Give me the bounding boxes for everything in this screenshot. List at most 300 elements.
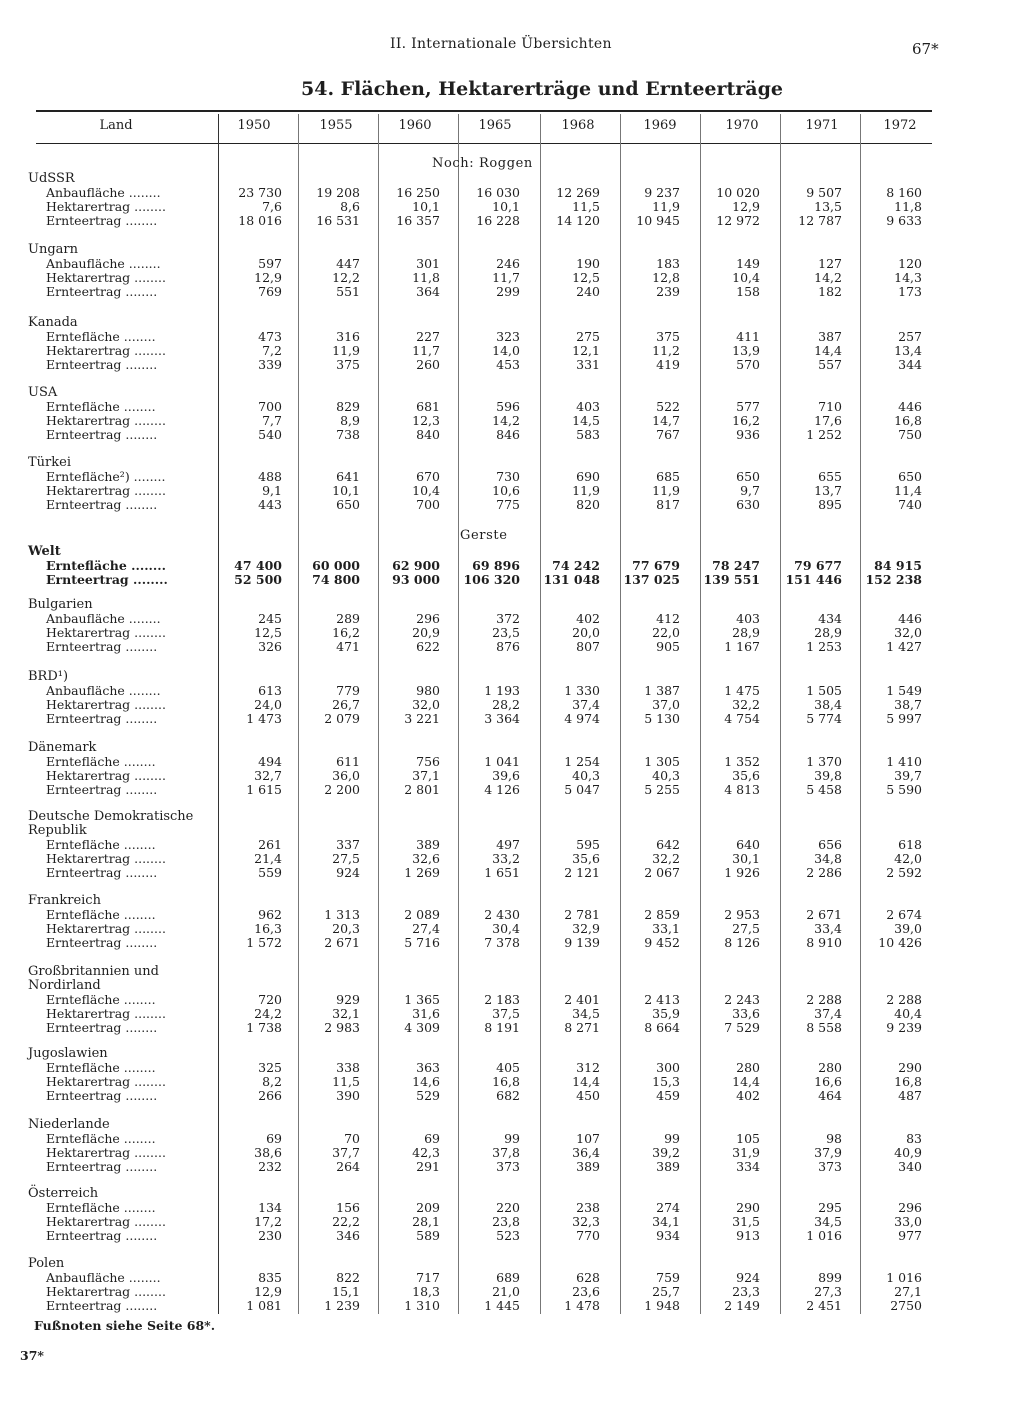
table-cell: 559 bbox=[258, 865, 282, 880]
table-cell: 10 020 bbox=[716, 185, 760, 200]
table-cell: 980 bbox=[416, 683, 440, 698]
table-cell: 120 bbox=[898, 256, 922, 271]
table-cell: 127 bbox=[818, 256, 842, 271]
table-cell: 152 238 bbox=[865, 572, 922, 587]
row-label bbox=[46, 852, 214, 866]
table-cell: 79 677 bbox=[794, 558, 842, 573]
table-cell: 23 730 bbox=[238, 185, 282, 200]
table-cell: 389 bbox=[576, 1159, 600, 1174]
row-label-text: Hektarertrag bbox=[46, 768, 131, 783]
table-cell: 37,4 bbox=[572, 697, 600, 712]
table-cell: 33,6 bbox=[732, 1006, 760, 1021]
year-column-header: 1968 bbox=[561, 118, 595, 133]
table-cell: 2 671 bbox=[806, 907, 842, 922]
row-label-text: Ernteertrag bbox=[46, 427, 122, 442]
row-label-text: Hektarertrag bbox=[46, 1214, 131, 1229]
table-cell: 16 357 bbox=[396, 213, 440, 228]
country-name: Jugoslawien bbox=[28, 1046, 108, 1061]
table-cell: 9 507 bbox=[806, 185, 842, 200]
table-cell: 22,2 bbox=[332, 1214, 360, 1229]
table-cell: 494 bbox=[258, 754, 282, 769]
table-cell: 22,0 bbox=[652, 625, 680, 640]
table-cell: 14,0 bbox=[492, 343, 520, 358]
table-cell: 209 bbox=[416, 1200, 440, 1215]
leader-dots: ........ bbox=[119, 754, 156, 769]
table-cell: 240 bbox=[576, 284, 600, 299]
table-cell: 551 bbox=[336, 284, 360, 299]
leader-dots: ........ bbox=[121, 711, 158, 726]
table-cell: 24,2 bbox=[254, 1006, 282, 1021]
table-cell: 30,4 bbox=[492, 921, 520, 936]
leader-dots: ........ bbox=[121, 1159, 158, 1174]
table-cell: 5 716 bbox=[404, 935, 440, 950]
table-cell: 1 505 bbox=[806, 683, 842, 698]
table-cell: 35,6 bbox=[732, 768, 760, 783]
table-cell: 8 126 bbox=[724, 935, 760, 950]
leader-dots: ........ bbox=[121, 213, 158, 228]
table-cell: 640 bbox=[736, 837, 760, 852]
table-cell: 710 bbox=[818, 399, 842, 414]
leader-dots: ........ bbox=[119, 399, 156, 414]
row-label bbox=[46, 484, 214, 498]
table-cell: 700 bbox=[416, 497, 440, 512]
table-cell: 924 bbox=[336, 865, 360, 880]
row-label bbox=[46, 1061, 214, 1075]
table-cell: 74 242 bbox=[552, 558, 600, 573]
table-cell: 412 bbox=[656, 611, 680, 626]
table-cell: 280 bbox=[736, 1060, 760, 1075]
country-name: Dänemark bbox=[28, 740, 97, 755]
table-cell: 613 bbox=[258, 683, 282, 698]
table-cell: 98 bbox=[826, 1131, 842, 1146]
table-cell: 3 221 bbox=[404, 711, 440, 726]
row-label bbox=[46, 712, 214, 726]
table-cell: 232 bbox=[258, 1159, 282, 1174]
year-column-header: 1972 bbox=[883, 118, 917, 133]
table-cell: 40,3 bbox=[572, 768, 600, 783]
leader-dots: ........ bbox=[121, 1020, 158, 1035]
country-name: Kanada bbox=[28, 315, 78, 330]
leader-dots: ........ bbox=[130, 413, 166, 428]
table-cell: 822 bbox=[336, 1270, 360, 1285]
table-cell: 14,7 bbox=[652, 413, 680, 428]
table-cell: 69 bbox=[266, 1131, 282, 1146]
table-cell: 650 bbox=[898, 469, 922, 484]
table-cell: 2 401 bbox=[564, 992, 600, 1007]
table-cell: 540 bbox=[258, 427, 282, 442]
row-label bbox=[46, 414, 214, 428]
table-cell: 770 bbox=[576, 1228, 600, 1243]
table-cell: 16 250 bbox=[396, 185, 440, 200]
table-cell: 5 997 bbox=[886, 711, 922, 726]
table-cell: 1 473 bbox=[246, 711, 282, 726]
leader-dots: ........ bbox=[130, 199, 166, 214]
table-cell: 2 286 bbox=[806, 865, 842, 880]
table-cell: 316 bbox=[336, 329, 360, 344]
table-cell: 21,0 bbox=[492, 1284, 520, 1299]
table-cell: 39,0 bbox=[894, 921, 922, 936]
table-cell: 15,1 bbox=[332, 1284, 360, 1299]
table-cell: 597 bbox=[258, 256, 282, 271]
table-cell: 227 bbox=[416, 329, 440, 344]
table-cell: 14,4 bbox=[814, 343, 842, 358]
year-column-header: 1971 bbox=[805, 118, 839, 133]
table-cell: 8 910 bbox=[806, 935, 842, 950]
table-cell: 27,3 bbox=[814, 1284, 842, 1299]
leader-dots: ........ bbox=[124, 185, 161, 200]
row-label-text: Ernteertrag bbox=[46, 711, 122, 726]
country-name: Welt bbox=[28, 544, 61, 559]
table-cell: 296 bbox=[898, 1200, 922, 1215]
row-label-text: Erntefläche bbox=[46, 907, 120, 922]
table-cell: 899 bbox=[818, 1270, 842, 1285]
table-cell: 11,8 bbox=[412, 270, 440, 285]
table-cell: 447 bbox=[336, 256, 360, 271]
table-cell: 339 bbox=[258, 357, 282, 372]
table-cell: 459 bbox=[656, 1088, 680, 1103]
leader-dots: ........ bbox=[129, 469, 166, 484]
table-cell: 16,6 bbox=[814, 1074, 842, 1089]
row-label bbox=[46, 573, 214, 587]
table-title: 54. Flächen, Hektarerträge und Ernteerträge bbox=[301, 78, 783, 100]
table-cell: 40,4 bbox=[894, 1006, 922, 1021]
table-cell: 14,2 bbox=[492, 413, 520, 428]
table-cell: 60 000 bbox=[312, 558, 360, 573]
row-label bbox=[46, 993, 214, 1007]
row-label bbox=[46, 908, 214, 922]
table-cell: 1 475 bbox=[724, 683, 760, 698]
table-cell: 681 bbox=[416, 399, 440, 414]
leader-dots: ........ bbox=[130, 270, 166, 285]
row-label-text: Erntefläche bbox=[46, 837, 120, 852]
table-cell: 260 bbox=[416, 357, 440, 372]
table-cell: 12,5 bbox=[254, 625, 282, 640]
table-cell: 37,1 bbox=[412, 768, 440, 783]
table-cell: 641 bbox=[336, 469, 360, 484]
table-cell: 487 bbox=[898, 1088, 922, 1103]
table-cell: 34,5 bbox=[572, 1006, 600, 1021]
table-cell: 375 bbox=[656, 329, 680, 344]
table-cell: 257 bbox=[898, 329, 922, 344]
leader-dots: ........ bbox=[130, 625, 166, 640]
table-cell: 266 bbox=[258, 1088, 282, 1103]
table-cell: 2 953 bbox=[724, 907, 760, 922]
table-cell: 685 bbox=[656, 469, 680, 484]
row-label-text: Erntefläche bbox=[46, 992, 120, 1007]
table-cell: 2 413 bbox=[644, 992, 680, 1007]
table-cell: 33,4 bbox=[814, 921, 842, 936]
table-cell: 1 239 bbox=[324, 1298, 360, 1313]
row-label-text: Hektarertrag bbox=[46, 413, 131, 428]
table-cell: 9 139 bbox=[564, 935, 600, 950]
table-cell: 11,9 bbox=[652, 483, 680, 498]
table-cell: 325 bbox=[258, 1060, 282, 1075]
row-label bbox=[46, 1160, 214, 1174]
row-label-text: Hektarertrag bbox=[46, 921, 131, 936]
table-cell: 595 bbox=[576, 837, 600, 852]
header-rule-top bbox=[36, 110, 932, 112]
table-cell: 7 529 bbox=[724, 1020, 760, 1035]
table-cell: 419 bbox=[656, 357, 680, 372]
table-cell: 1 167 bbox=[724, 639, 760, 654]
table-cell: 38,4 bbox=[814, 697, 842, 712]
table-cell: 275 bbox=[576, 329, 600, 344]
table-cell: 300 bbox=[656, 1060, 680, 1075]
table-cell: 453 bbox=[496, 357, 520, 372]
table-cell: 690 bbox=[576, 469, 600, 484]
table-cell: 913 bbox=[736, 1228, 760, 1243]
page-number: 67* bbox=[912, 40, 939, 58]
table-cell: 446 bbox=[898, 611, 922, 626]
table-cell: 924 bbox=[736, 1270, 760, 1285]
table-cell: 14,4 bbox=[732, 1074, 760, 1089]
table-cell: 373 bbox=[496, 1159, 520, 1174]
table-cell: 2 288 bbox=[886, 992, 922, 1007]
table-cell: 15,3 bbox=[652, 1074, 680, 1089]
row-label-text: Ernteertrag bbox=[46, 284, 122, 299]
table-cell: 16,8 bbox=[894, 1074, 922, 1089]
table-cell: 18 016 bbox=[238, 213, 282, 228]
section-heading: Gerste bbox=[460, 528, 508, 543]
table-cell: 471 bbox=[336, 639, 360, 654]
table-cell: 34,5 bbox=[814, 1214, 842, 1229]
table-cell: 7 378 bbox=[484, 935, 520, 950]
table-cell: 905 bbox=[656, 639, 680, 654]
row-label-text: Hektarertrag bbox=[46, 697, 131, 712]
table-cell: 239 bbox=[656, 284, 680, 299]
row-label bbox=[46, 470, 214, 484]
table-cell: 12 269 bbox=[556, 185, 600, 200]
row-label-text: Erntefläche bbox=[46, 1200, 120, 1215]
table-cell: 4 813 bbox=[724, 782, 760, 797]
table-cell: 289 bbox=[336, 611, 360, 626]
table-cell: 364 bbox=[416, 284, 440, 299]
table-cell: 5 130 bbox=[644, 711, 680, 726]
table-cell: 70 bbox=[344, 1131, 360, 1146]
table-cell: 443 bbox=[258, 497, 282, 512]
table-cell: 10,6 bbox=[492, 483, 520, 498]
table-cell: 131 048 bbox=[543, 572, 600, 587]
row-label bbox=[46, 200, 214, 214]
table-cell: 14,6 bbox=[412, 1074, 440, 1089]
table-cell: 16,3 bbox=[254, 921, 282, 936]
table-cell: 2 592 bbox=[886, 865, 922, 880]
table-cell: 36,0 bbox=[332, 768, 360, 783]
country-name: UdSSR bbox=[28, 171, 75, 186]
row-label-text: Ernteertrag bbox=[46, 1298, 122, 1313]
table-cell: 2 859 bbox=[644, 907, 680, 922]
table-cell: 32,0 bbox=[412, 697, 440, 712]
table-cell: 720 bbox=[258, 992, 282, 1007]
table-cell: 738 bbox=[336, 427, 360, 442]
table-cell: 38,6 bbox=[254, 1145, 282, 1160]
table-cell: 1 330 bbox=[564, 683, 600, 698]
table-cell: 13,9 bbox=[732, 343, 760, 358]
table-cell: 403 bbox=[576, 399, 600, 414]
table-cell: 36,4 bbox=[572, 1145, 600, 1160]
table-cell: 497 bbox=[496, 837, 520, 852]
row-label bbox=[46, 922, 214, 936]
table-cell: 775 bbox=[496, 497, 520, 512]
table-cell: 62 900 bbox=[392, 558, 440, 573]
table-cell: 40,3 bbox=[652, 768, 680, 783]
table-cell: 1 651 bbox=[484, 865, 520, 880]
table-cell: 16,8 bbox=[492, 1074, 520, 1089]
table-cell: 14,5 bbox=[572, 413, 600, 428]
table-cell: 8,2 bbox=[262, 1074, 282, 1089]
table-cell: 16 030 bbox=[476, 185, 520, 200]
table-cell: 156 bbox=[336, 1200, 360, 1215]
row-label-text: Erntefläche bbox=[46, 1060, 120, 1075]
row-label-text: Anbaufläche bbox=[46, 1270, 125, 1285]
row-label bbox=[46, 498, 214, 512]
row-label bbox=[46, 428, 214, 442]
row-label-text: Erntefläche bbox=[46, 329, 120, 344]
table-cell: 9,7 bbox=[740, 483, 760, 498]
footnote-reference: Fußnoten siehe Seite 68*. bbox=[34, 1318, 216, 1333]
table-cell: 17,6 bbox=[814, 413, 842, 428]
table-cell: 19 208 bbox=[316, 185, 360, 200]
table-cell: 323 bbox=[496, 329, 520, 344]
table-cell: 16 531 bbox=[316, 213, 360, 228]
table-cell: 12,3 bbox=[412, 413, 440, 428]
table-cell: 488 bbox=[258, 469, 282, 484]
table-cell: 28,2 bbox=[492, 697, 520, 712]
table-cell: 10,4 bbox=[732, 270, 760, 285]
table-cell: 557 bbox=[818, 357, 842, 372]
table-cell: 2 067 bbox=[644, 865, 680, 880]
table-cell: 340 bbox=[898, 1159, 922, 1174]
table-cell: 1 410 bbox=[886, 754, 922, 769]
table-cell: 26,7 bbox=[332, 697, 360, 712]
row-label bbox=[46, 1007, 214, 1021]
table-cell: 1 478 bbox=[564, 1298, 600, 1313]
table-cell: 622 bbox=[416, 639, 440, 654]
table-cell: 390 bbox=[336, 1088, 360, 1103]
table-cell: 11,9 bbox=[572, 483, 600, 498]
land-column-header: Land bbox=[99, 118, 133, 133]
table-cell: 190 bbox=[576, 256, 600, 271]
row-label bbox=[46, 344, 214, 358]
table-cell: 655 bbox=[818, 469, 842, 484]
row-label bbox=[46, 1146, 214, 1160]
table-cell: 8 271 bbox=[564, 1020, 600, 1035]
table-cell: 338 bbox=[336, 1060, 360, 1075]
table-cell: 740 bbox=[898, 497, 922, 512]
table-cell: 312 bbox=[576, 1060, 600, 1075]
table-cell: 1 387 bbox=[644, 683, 680, 698]
table-cell: 523 bbox=[496, 1228, 520, 1243]
leader-dots: ........ bbox=[124, 256, 161, 271]
table-cell: 74 800 bbox=[312, 572, 360, 587]
country-name: Bulgarien bbox=[28, 597, 93, 612]
table-cell: 20,3 bbox=[332, 921, 360, 936]
table-cell: 820 bbox=[576, 497, 600, 512]
table-cell: 8 558 bbox=[806, 1020, 842, 1035]
leader-dots: ........ bbox=[119, 1060, 156, 1075]
table-cell: 16,2 bbox=[332, 625, 360, 640]
table-cell: 522 bbox=[656, 399, 680, 414]
table-cell: 326 bbox=[258, 639, 282, 654]
table-cell: 2 983 bbox=[324, 1020, 360, 1035]
row-label bbox=[46, 783, 214, 797]
table-cell: 1 016 bbox=[886, 1270, 922, 1285]
table-cell: 977 bbox=[898, 1228, 922, 1243]
table-cell: 12 972 bbox=[716, 213, 760, 228]
table-cell: 1 615 bbox=[246, 782, 282, 797]
running-head: II. Internationale Übersichten bbox=[390, 36, 612, 52]
table-cell: 107 bbox=[576, 1131, 600, 1146]
country-name: Österreich bbox=[28, 1186, 99, 1201]
table-cell: 389 bbox=[416, 837, 440, 852]
table-cell: 1 445 bbox=[484, 1298, 520, 1313]
row-label bbox=[46, 1089, 214, 1103]
table-cell: 47 400 bbox=[234, 558, 282, 573]
table-cell: 1 253 bbox=[806, 639, 842, 654]
row-label bbox=[46, 1021, 214, 1035]
table-cell: 139 551 bbox=[703, 572, 760, 587]
table-cell: 11,2 bbox=[652, 343, 680, 358]
table-cell: 403 bbox=[736, 611, 760, 626]
table-cell: 2 200 bbox=[324, 782, 360, 797]
table-cell: 779 bbox=[336, 683, 360, 698]
leader-dots: ........ bbox=[121, 284, 158, 299]
table-cell: 9 237 bbox=[644, 185, 680, 200]
table-cell: 9,1 bbox=[262, 483, 282, 498]
row-label bbox=[46, 257, 214, 271]
row-label bbox=[46, 698, 214, 712]
row-label-text: Anbaufläche bbox=[46, 256, 125, 271]
table-cell: 32,6 bbox=[412, 851, 440, 866]
row-label-text: Erntefläche bbox=[46, 558, 127, 573]
table-cell: 12,9 bbox=[732, 199, 760, 214]
table-cell: 9 633 bbox=[886, 213, 922, 228]
table-cell: 11,5 bbox=[572, 199, 600, 214]
row-label-text: Hektarertrag bbox=[46, 1006, 131, 1021]
table-cell: 1 313 bbox=[324, 907, 360, 922]
row-label bbox=[46, 684, 214, 698]
table-cell: 13,5 bbox=[814, 199, 842, 214]
table-cell: 280 bbox=[818, 1060, 842, 1075]
table-cell: 936 bbox=[736, 427, 760, 442]
table-cell: 137 025 bbox=[623, 572, 680, 587]
section-heading: Noch: Roggen bbox=[432, 156, 533, 171]
row-label-text: Ernteertrag bbox=[46, 572, 129, 587]
row-label-text: Anbaufläche bbox=[46, 683, 125, 698]
table-cell: 895 bbox=[818, 497, 842, 512]
table-cell: 31,5 bbox=[732, 1214, 760, 1229]
table-cell: 23,3 bbox=[732, 1284, 760, 1299]
table-cell: 290 bbox=[736, 1200, 760, 1215]
leader-dots: ........ bbox=[124, 1270, 161, 1285]
table-cell: 8,6 bbox=[340, 199, 360, 214]
table-cell: 375 bbox=[336, 357, 360, 372]
table-cell: 11,9 bbox=[332, 343, 360, 358]
table-cell: 840 bbox=[416, 427, 440, 442]
row-label bbox=[46, 186, 214, 200]
table-cell: 373 bbox=[818, 1159, 842, 1174]
row-label bbox=[46, 1229, 214, 1243]
table-cell: 18,3 bbox=[412, 1284, 440, 1299]
leader-dots: ........ bbox=[130, 1145, 166, 1160]
table-cell: 2 451 bbox=[806, 1298, 842, 1313]
table-cell: 1 016 bbox=[806, 1228, 842, 1243]
row-label-text: Hektarertrag bbox=[46, 1284, 131, 1299]
table-cell: 434 bbox=[818, 611, 842, 626]
table-cell: 570 bbox=[736, 357, 760, 372]
table-cell: 807 bbox=[576, 639, 600, 654]
row-label bbox=[46, 1215, 214, 1229]
